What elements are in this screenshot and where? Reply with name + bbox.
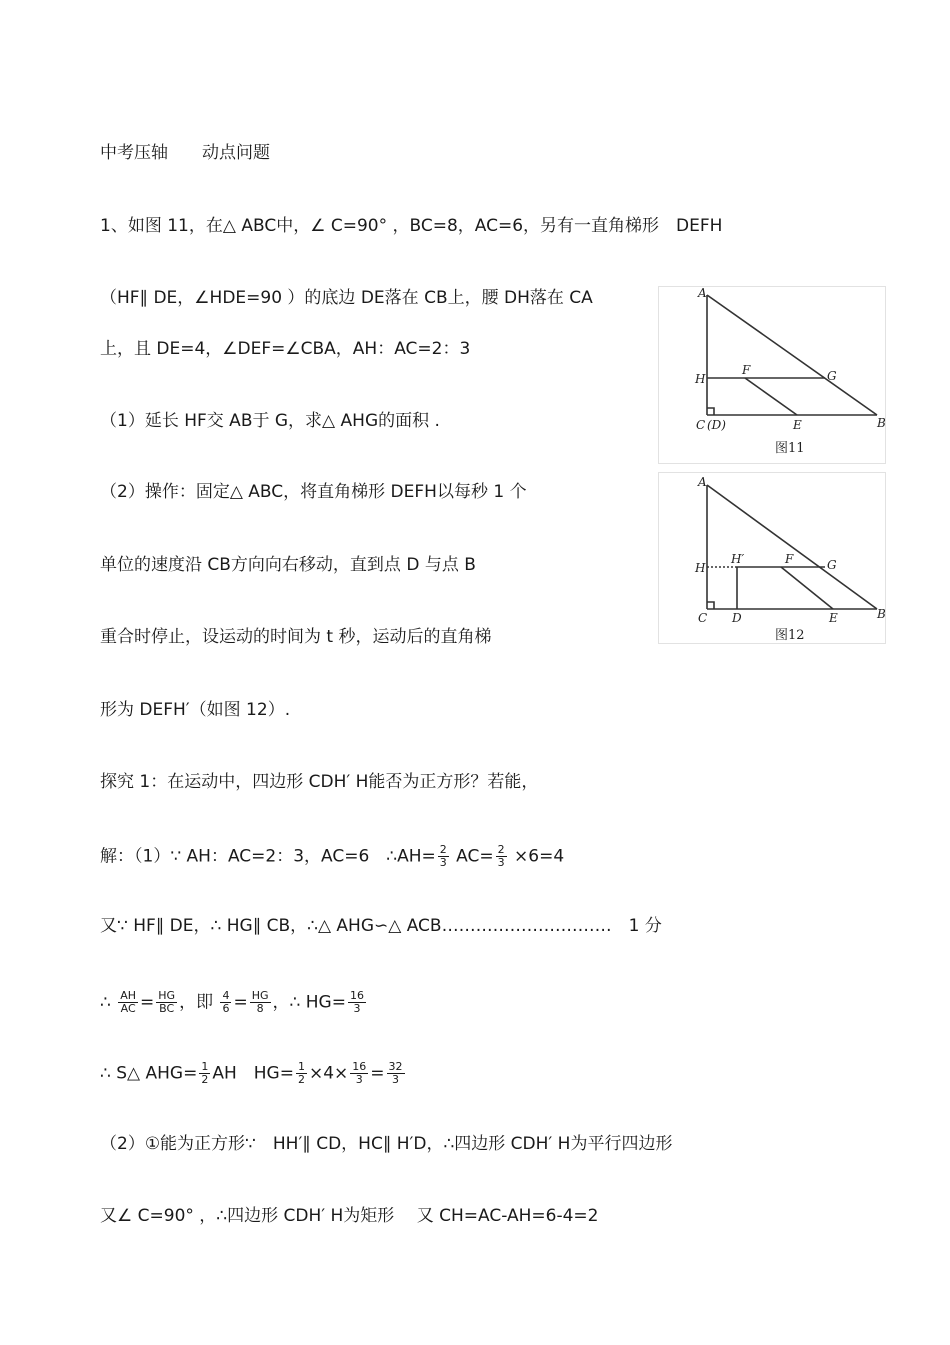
label-g: G — [827, 369, 837, 383]
fraction — [118, 990, 138, 1015]
explore-1: 探究 1：在运动中，四边形 CDH′ H能否为正方形？若能， — [100, 772, 539, 792]
fraction — [250, 990, 271, 1015]
fraction-numerator: 2 — [439, 843, 447, 856]
label-c: C — [696, 418, 706, 432]
label-h: H — [695, 372, 706, 386]
solution-text: AH HG= — [212, 1063, 294, 1084]
figure-11 — [658, 286, 886, 464]
fraction-denominator: 3 — [439, 856, 447, 869]
line-fe — [781, 567, 833, 609]
solution-text: ，即 — [179, 992, 219, 1013]
figure-12-caption: 图12 — [775, 628, 805, 643]
fraction-denominator: 3 — [353, 1002, 361, 1015]
question-2-line-1: （2）操作：固定△ ABC，将直角梯形 DEFH以每秒 1 个 — [100, 482, 527, 502]
solution-text: AC= — [450, 846, 494, 867]
fraction-numerator: AH — [120, 989, 137, 1002]
fraction-denominator: 3 — [497, 856, 505, 869]
label-a: A — [698, 475, 707, 489]
side-ab — [707, 295, 877, 415]
fraction — [199, 1061, 210, 1086]
fraction-denominator: 2 — [201, 1073, 209, 1086]
problem-line-1: 1、如图 11，在△ ABC中，∠ C=90° ，BC=8，AC=6，另有一直角梯形 DEFH — [100, 216, 723, 236]
figure-11-diagram — [659, 287, 885, 463]
solution-line-6: 又∠ C=90° ，∴四边形 CDH′ H为矩形 又 CH=AC-AH=6-4=2 — [100, 1206, 599, 1226]
fraction — [438, 844, 449, 869]
fraction-denominator: 2 — [297, 1073, 305, 1086]
label-h-prime: H′ — [731, 552, 745, 566]
fraction-numerator: HG — [251, 989, 269, 1002]
fraction-denominator: 3 — [355, 1073, 363, 1086]
label-b: B — [877, 607, 885, 621]
label-d: D — [732, 611, 742, 625]
fraction — [496, 844, 507, 869]
solution-line-1 — [100, 844, 564, 869]
fraction-numerator: 16 — [349, 989, 364, 1002]
figure-12-diagram — [659, 473, 885, 643]
side-ab — [707, 485, 877, 609]
label-e: E — [793, 418, 802, 432]
equals-sign: = — [233, 992, 248, 1013]
fraction-denominator: 3 — [392, 1073, 400, 1086]
solution-line-3 — [100, 990, 368, 1015]
right-angle-mark — [707, 602, 714, 609]
fraction — [220, 990, 231, 1015]
label-f: F — [742, 363, 751, 377]
page-title: 中考压轴 动点问题 — [100, 143, 270, 163]
solution-text: ，∴ HG= — [272, 992, 346, 1013]
fraction-numerator: 16 — [352, 1060, 367, 1073]
label-a: A — [698, 287, 707, 300]
label-c: C — [698, 611, 708, 625]
solution-text: ×4× — [308, 1063, 349, 1084]
label-g: G — [827, 558, 837, 572]
solution-text: ×6=4 — [508, 846, 565, 867]
fraction-numerator: 1 — [201, 1060, 209, 1073]
solution-text: ∴ — [100, 992, 117, 1013]
fraction — [156, 990, 177, 1015]
equals-sign: = — [370, 1063, 385, 1084]
label-d: (D) — [707, 418, 726, 432]
solution-text: 解：（1）∵ AH：AC=2：3，AC=6 ∴AH= — [100, 846, 436, 867]
fraction-denominator: BC — [159, 1002, 175, 1015]
question-2-line-2: 单位的速度沿 CB方向向右移动，直到点 D 与点 B — [100, 555, 476, 575]
equals-sign: = — [140, 992, 155, 1013]
fraction-denominator: 6 — [222, 1002, 230, 1015]
fraction — [350, 1061, 368, 1086]
figure-11-caption: 图11 — [775, 441, 805, 456]
problem-line-3: 上，且 DE=4，∠DEF=∠CBA，AH：AC=2：3 — [100, 339, 471, 359]
problem-line-2: （HF∥ DE，∠HDE=90 ）的底边 DE落在 CB上，腰 DH落在 CA — [100, 288, 593, 308]
solution-line-2: 又∵ HF∥ DE，∴ HG∥ CB，∴△ AHG∽△ ACB………………………… 1 分 — [100, 916, 662, 936]
right-angle-mark — [707, 408, 714, 415]
solution-line-5: （2）①能为正方形∵ HH′∥ CD，HC∥ H′D，∴四边形 CDH′ H为平行四边形 — [100, 1134, 673, 1154]
line-fe — [745, 378, 797, 415]
solution-text: ∴ S△ AHG= — [100, 1063, 198, 1084]
label-f: F — [785, 552, 794, 566]
label-b: B — [877, 416, 885, 430]
figure-12 — [658, 472, 886, 644]
label-e: E — [829, 611, 838, 625]
fraction-numerator: 2 — [497, 843, 505, 856]
question-2-line-4: 形为 DEFH′（如图 12）. — [100, 700, 291, 720]
question-2-line-3: 重合时停止，设运动的时间为 t 秒，运动后的直角梯 — [100, 627, 492, 647]
fraction-numerator: HG — [158, 989, 176, 1002]
solution-line-4 — [100, 1061, 407, 1086]
fraction-numerator: 1 — [297, 1060, 305, 1073]
fraction-denominator: 8 — [256, 1002, 264, 1015]
fraction-numerator: 32 — [388, 1060, 403, 1073]
question-1: （1）延长 HF交 AB于 G，求△ AHG的面积 . — [100, 411, 440, 431]
label-h: H — [695, 561, 706, 575]
fraction — [296, 1061, 307, 1086]
fraction-denominator: AC — [120, 1002, 136, 1015]
fraction — [348, 990, 366, 1015]
fraction-numerator: 4 — [222, 989, 230, 1002]
fraction — [387, 1061, 405, 1086]
